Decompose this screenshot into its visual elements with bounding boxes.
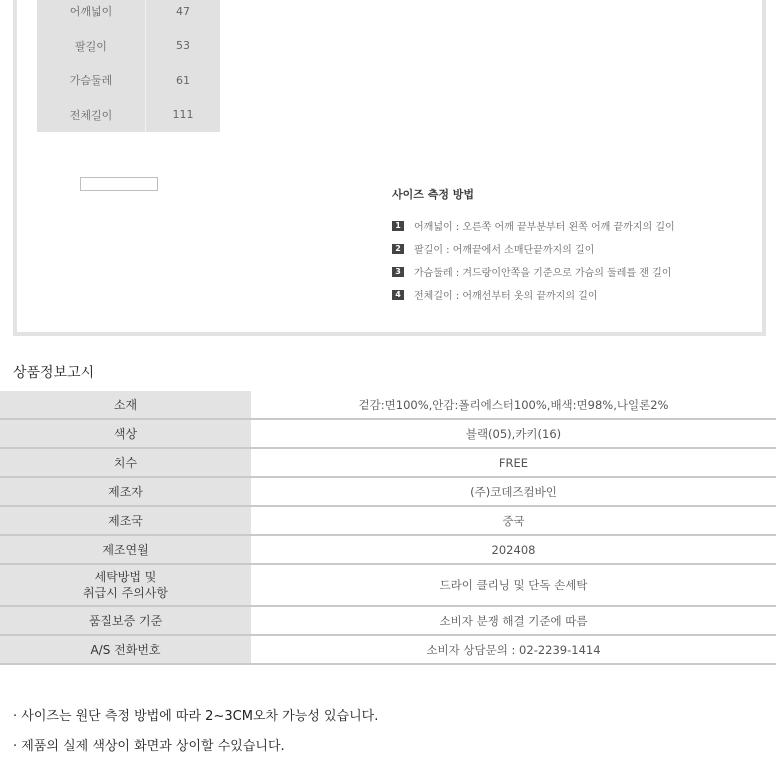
measure-method-text: 가슴둘레 : 겨드랑이안쪽을 기준으로 가슴의 둘레를 잰 길이 bbox=[414, 268, 672, 279]
size-value: 47 bbox=[146, 0, 221, 29]
size-label: 어깨넓이 bbox=[37, 0, 146, 29]
size-value: 61 bbox=[146, 63, 221, 98]
info-key: A/S 전화번호 bbox=[0, 635, 251, 664]
info-key: 소재 bbox=[0, 391, 251, 419]
info-value: FREE bbox=[251, 448, 776, 477]
info-key: 치수 bbox=[0, 448, 251, 477]
measure-method-item bbox=[392, 260, 675, 283]
table-row bbox=[0, 506, 776, 535]
product-info-table bbox=[0, 391, 776, 665]
info-key: 품질보증 기준 bbox=[0, 606, 251, 635]
size-table bbox=[37, 0, 220, 132]
table-row bbox=[0, 535, 776, 564]
measure-method-item bbox=[392, 214, 675, 237]
size-tolerance-note: · 사이즈는 원단 측정 방법에 따라 2~3CM오차 가능성 있습니다. bbox=[13, 709, 379, 724]
size-value: 111 bbox=[146, 98, 221, 133]
info-key: 제조자 bbox=[0, 477, 251, 506]
info-key: 색상 bbox=[0, 419, 251, 448]
info-value: (주)코데즈컴바인 bbox=[251, 477, 776, 506]
measure-method-title: 사이즈 측정 방법 bbox=[392, 188, 475, 201]
info-key: 제조연월 bbox=[0, 535, 251, 564]
info-key: 세탁방법 및 취급시 주의사항 bbox=[0, 564, 251, 606]
measure-method bbox=[392, 186, 675, 306]
table-row bbox=[0, 606, 776, 635]
info-value: 소비자 상담문의 : 02-2239-1414 bbox=[251, 635, 776, 664]
size-label: 가슴둘레 bbox=[37, 63, 146, 98]
product-info-title: 상품정보고시 bbox=[13, 365, 95, 381]
number-badge: 3 bbox=[392, 267, 404, 277]
table-row bbox=[0, 448, 776, 477]
info-value: 드라이 클리닝 및 단독 손세탁 bbox=[251, 564, 776, 606]
number-badge: 1 bbox=[392, 221, 404, 231]
table-row bbox=[0, 391, 776, 419]
number-badge: 4 bbox=[392, 290, 404, 300]
info-value: 소비자 분쟁 해결 기준에 따름 bbox=[251, 606, 776, 635]
table-row bbox=[0, 477, 776, 506]
size-row bbox=[37, 98, 220, 133]
measure-method-item bbox=[392, 237, 675, 260]
table-row bbox=[0, 635, 776, 664]
number-badge: 2 bbox=[392, 244, 404, 254]
info-key: 제조국 bbox=[0, 506, 251, 535]
size-row bbox=[37, 63, 220, 98]
size-row bbox=[37, 29, 220, 64]
size-guide-panel bbox=[13, 0, 766, 336]
measure-method-item bbox=[392, 283, 675, 306]
info-value: 중국 bbox=[251, 506, 776, 535]
size-label: 팔길이 bbox=[37, 29, 146, 64]
info-value: 블랙(05),카키(16) bbox=[251, 419, 776, 448]
info-value: 202408 bbox=[251, 535, 776, 564]
info-value: 겉감:면100%,안감:폴리에스터100%,배색:면98%,나일론2% bbox=[251, 391, 776, 419]
size-row bbox=[37, 0, 220, 29]
table-row bbox=[0, 419, 776, 448]
table-row bbox=[0, 564, 776, 606]
size-label: 전체길이 bbox=[37, 98, 146, 133]
measure-method-text: 전체길이 : 어깨선부터 옷의 끝까지의 길이 bbox=[414, 291, 598, 302]
garment-diagram-placeholder bbox=[80, 177, 158, 191]
measure-method-text: 팔길이 : 어깨끝에서 소매단끝까지의 길이 bbox=[414, 245, 595, 256]
measure-method-text: 어깨넓이 : 오른쪽 어깨 끝부분부터 왼쪽 어깨 끝까지의 길이 bbox=[414, 222, 675, 233]
size-value: 53 bbox=[146, 29, 221, 64]
color-difference-note: · 제품의 실제 색상이 화면과 상이할 수있습니다. bbox=[13, 739, 285, 754]
